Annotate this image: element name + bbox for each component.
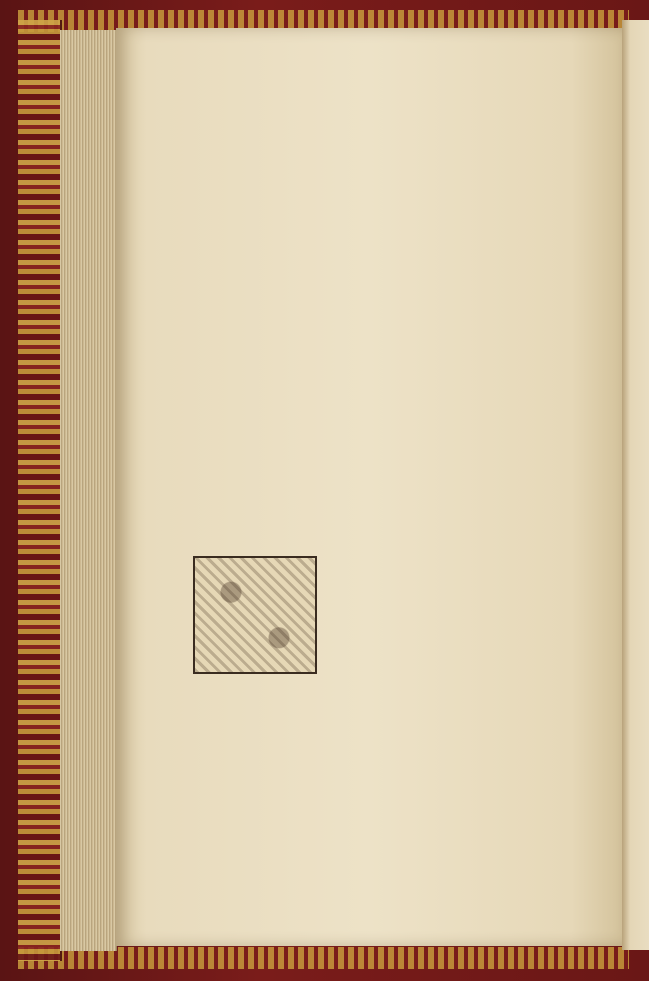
decorated-initial	[193, 556, 317, 674]
binding-border-left	[18, 20, 62, 961]
book-page	[116, 28, 622, 946]
facing-page	[622, 20, 649, 950]
page-edges	[60, 30, 117, 951]
